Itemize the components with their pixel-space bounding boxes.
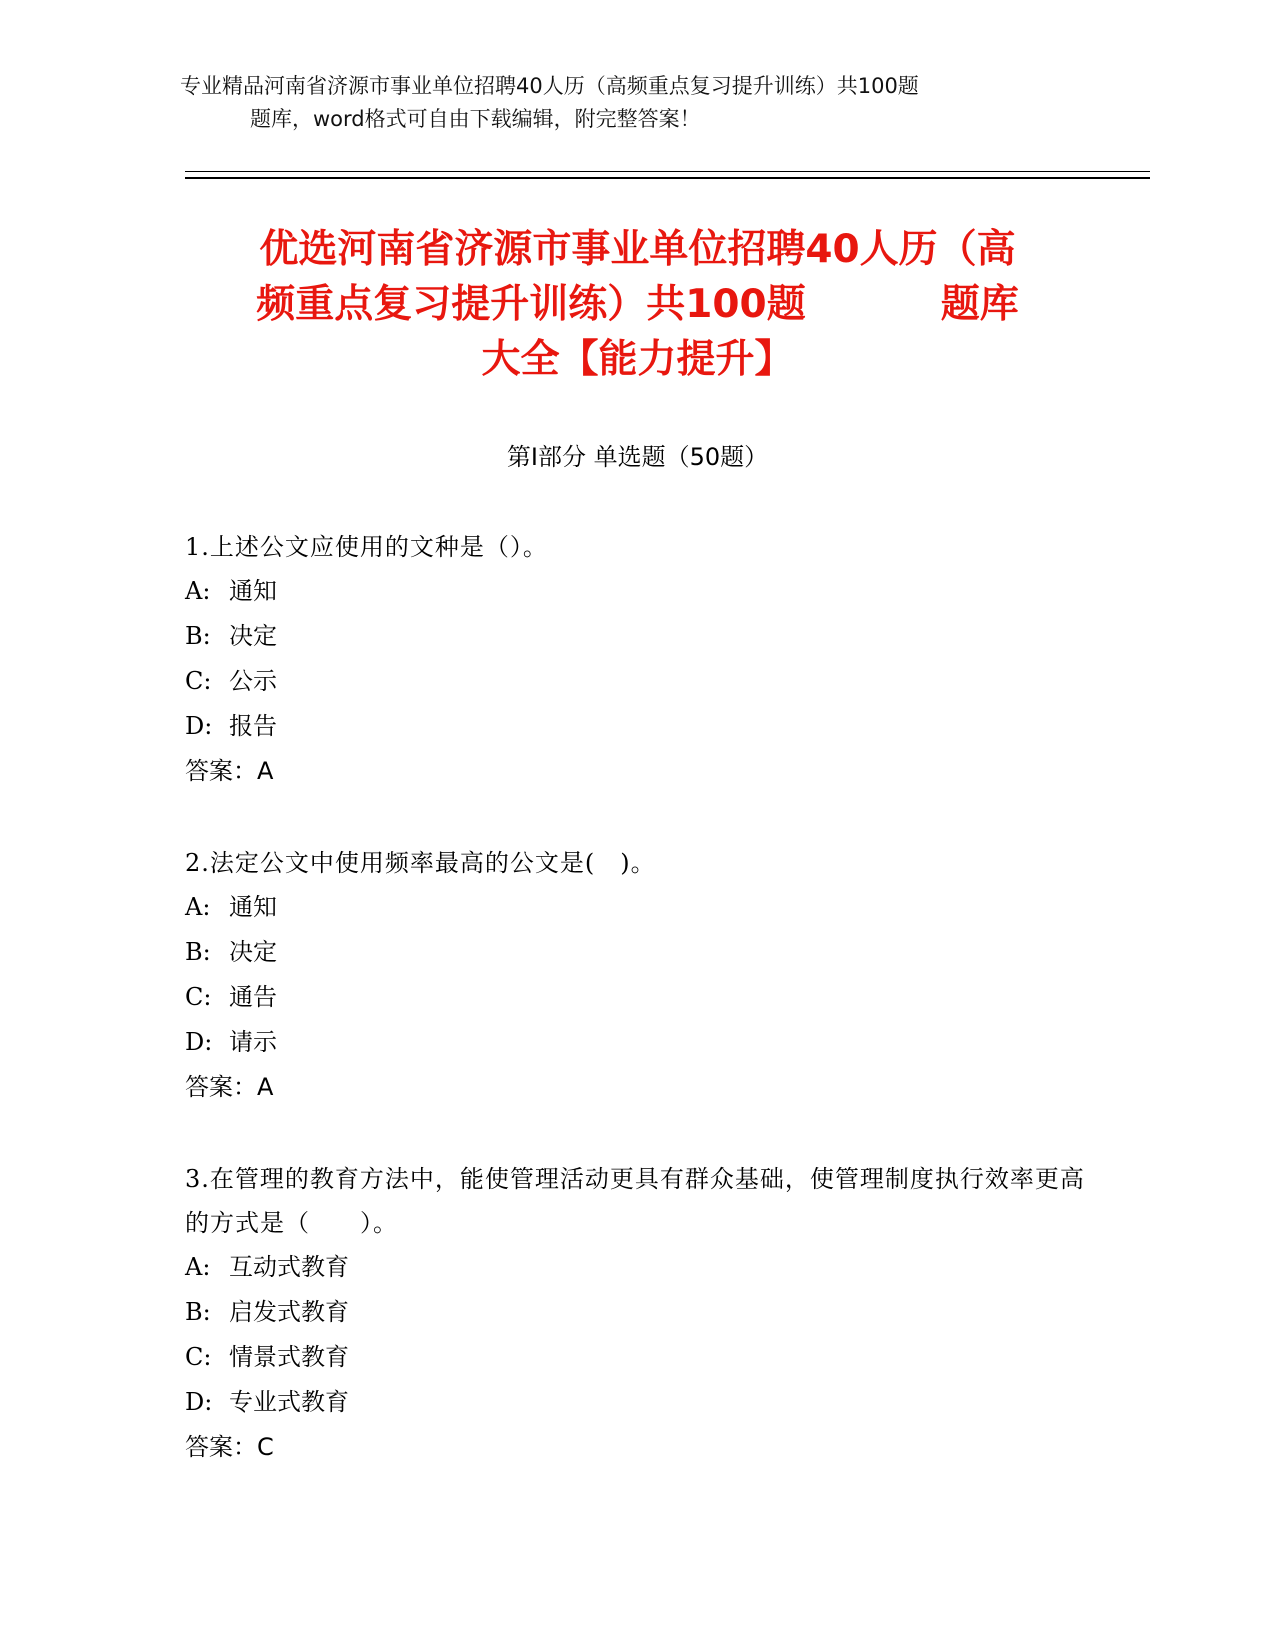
option-text: 通告 [229, 983, 277, 1011]
question-list [185, 525, 1085, 1517]
option-text: 通知 [229, 577, 277, 605]
option-c [185, 1335, 1085, 1380]
question-stem: 2.法定公文中使用频率最高的公文是( )。 [185, 849, 656, 877]
option-a [185, 1245, 1085, 1290]
answer: 答案：A [185, 1073, 274, 1101]
option-text: 通知 [229, 893, 277, 921]
option-b [185, 930, 1085, 975]
option-label: C: [185, 1343, 212, 1371]
option-text: 决定 [229, 622, 277, 650]
question-stem: 1.上述公文应使用的文种是（）。 [185, 533, 548, 561]
option-label: B: [185, 622, 211, 650]
option-label: D: [185, 712, 213, 740]
option-b [185, 614, 1085, 659]
option-label: A: [185, 1253, 211, 1281]
option-text: 专业式教育 [229, 1388, 349, 1416]
option-b [185, 1290, 1085, 1335]
option-d [185, 704, 1085, 749]
title-line-2b: 题库 [940, 282, 1019, 327]
option-label: B: [185, 938, 211, 966]
section-heading: 第Ⅰ部分 单选题（50题） [506, 443, 769, 471]
option-label: A: [185, 893, 211, 921]
option-c [185, 975, 1085, 1020]
option-text: 情景式教育 [229, 1343, 349, 1371]
page-header [180, 70, 1080, 136]
question-stem: 3.在管理的教育方法中，能使管理活动更具有群众基础，使管理制度执行效率更高的方式是（ ）。 [185, 1165, 1085, 1237]
header-divider-thick [185, 177, 1150, 179]
option-label: C: [185, 667, 212, 695]
header-line-1: 专业精品河南省济源市事业单位招聘40人历（高频重点复习提升训练）共100题 [180, 74, 919, 98]
option-text: 决定 [229, 938, 277, 966]
option-text: 请示 [229, 1028, 277, 1056]
title-line-1: 优选河南省济源市事业单位招聘40人历（高 [259, 227, 1016, 272]
answer: 答案：C [185, 1433, 274, 1461]
option-label: A: [185, 577, 211, 605]
document-title [170, 222, 1105, 387]
option-d [185, 1020, 1085, 1065]
header-divider-thin [185, 171, 1150, 172]
option-c [185, 659, 1085, 704]
option-text: 公示 [229, 667, 277, 695]
option-text: 报告 [229, 712, 277, 740]
option-d [185, 1380, 1085, 1425]
option-label: B: [185, 1298, 211, 1326]
option-a [185, 569, 1085, 614]
title-line-2 [170, 277, 1105, 332]
option-text: 启发式教育 [229, 1298, 349, 1326]
option-a [185, 885, 1085, 930]
header-line-2: 题库，word格式可自由下载编辑，附完整答案！ [250, 107, 701, 131]
title-line-2a: 频重点复习提升训练）共100题 [256, 282, 806, 327]
question-1 [185, 525, 1085, 793]
option-text: 互动式教育 [229, 1253, 349, 1281]
title-line-3: 大全【能力提升】 [481, 337, 794, 382]
option-label: D: [185, 1028, 213, 1056]
question-2 [185, 841, 1085, 1109]
answer: 答案：A [185, 757, 274, 785]
option-label: C: [185, 983, 212, 1011]
option-label: D: [185, 1388, 213, 1416]
question-3 [185, 1157, 1085, 1469]
